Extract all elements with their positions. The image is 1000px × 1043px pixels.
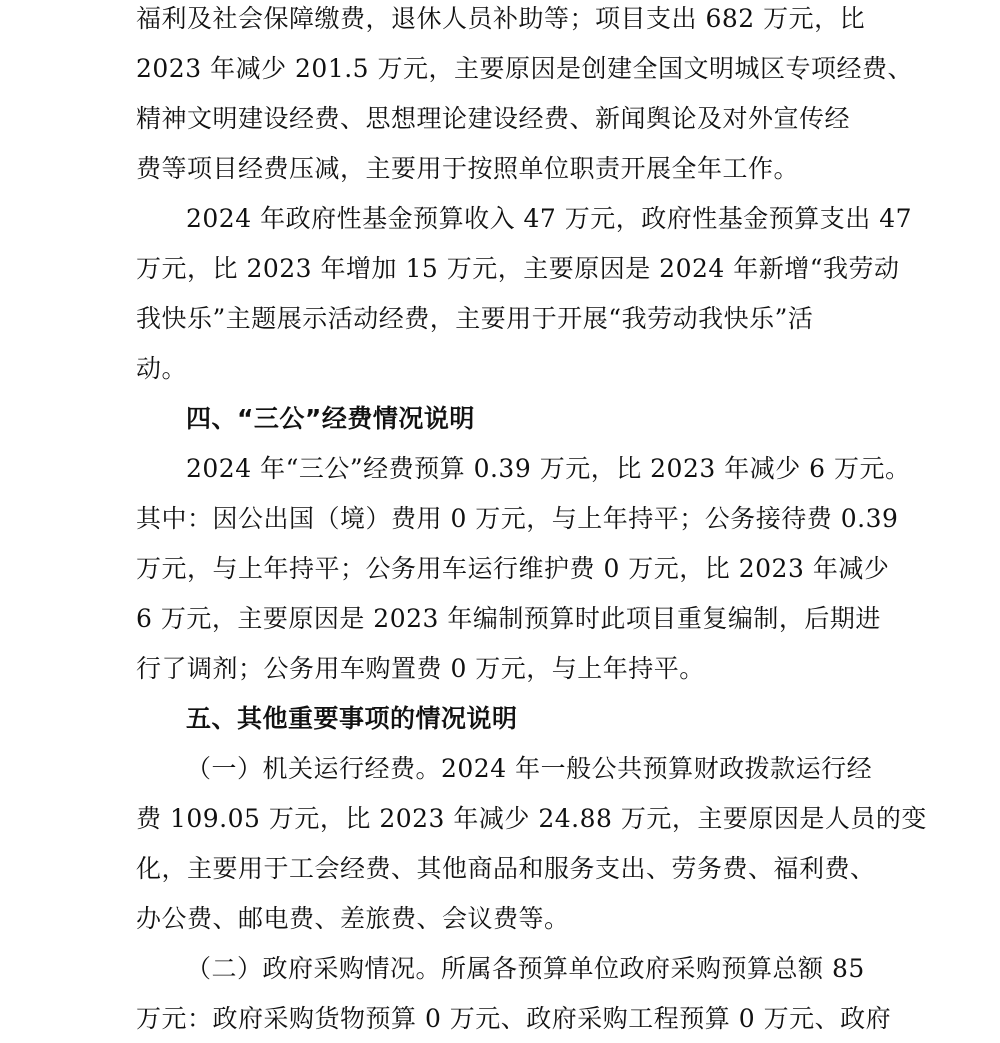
body-text-line: 万元：政府采购货物预算 0 万元、政府采购工程预算 0 万元、政府 <box>136 1004 892 1033</box>
section-heading-other-matters: 五、其他重要事项的情况说明 <box>186 704 518 733</box>
body-text-line: 办公费、邮电费、差旅费、会议费等。 <box>136 904 570 933</box>
body-text-line: 动。 <box>136 354 188 383</box>
body-text-line: 2023 年减少 201.5 万元，主要原因是创建全国文明城区专项经费、 <box>136 54 914 83</box>
paragraph-first-line: 2024 年政府性基金预算收入 47 万元，政府性基金预算支出 47 <box>186 204 913 233</box>
body-text-line: 福利及社会保障缴费，退休人员补助等；项目支出 682 万元，比 <box>136 4 866 33</box>
section-heading-san-gong: 四、“三公”经费情况说明 <box>186 404 475 433</box>
body-text-line: 行了调剂；公务用车购置费 0 万元，与上年持平。 <box>136 654 705 683</box>
body-text-line: 其中：因公出国（境）费用 0 万元，与上年持平；公务接待费 0.39 <box>136 504 899 533</box>
body-text-line: 化，主要用于工会经费、其他商品和服务支出、劳务费、福利费、 <box>136 854 876 883</box>
body-text-line: 6 万元，主要原因是 2023 年编制预算时此项目重复编制，后期进 <box>136 604 881 633</box>
paragraph-first-line: 2024 年“三公”经费预算 0.39 万元，比 2023 年减少 6 万元。 <box>186 454 911 483</box>
body-text-line: 万元，比 2023 年增加 15 万元，主要原因是 2024 年新增“我劳动 <box>136 254 900 283</box>
body-text-line: 万元，与上年持平；公务用车运行维护费 0 万元，比 2023 年减少 <box>136 554 890 583</box>
paragraph-first-line: （二）政府采购情况。所属各预算单位政府采购预算总额 85 <box>186 954 865 983</box>
body-text-line: 精神文明建设经费、思想理论建设经费、新闻舆论及对外宣传经 <box>136 104 851 133</box>
body-text-line: 费等项目经费压减，主要用于按照单位职责开展全年工作。 <box>136 154 800 183</box>
paragraph-first-line: （一）机关运行经费。2024 年一般公共预算财政拨款运行经 <box>186 754 873 783</box>
body-text-line: 费 109.05 万元，比 2023 年减少 24.88 万元，主要原因是人员的变 <box>136 804 927 833</box>
body-text-line: 我快乐”主题展示活动经费，主要用于开展“我劳动我快乐”活 <box>136 304 814 333</box>
